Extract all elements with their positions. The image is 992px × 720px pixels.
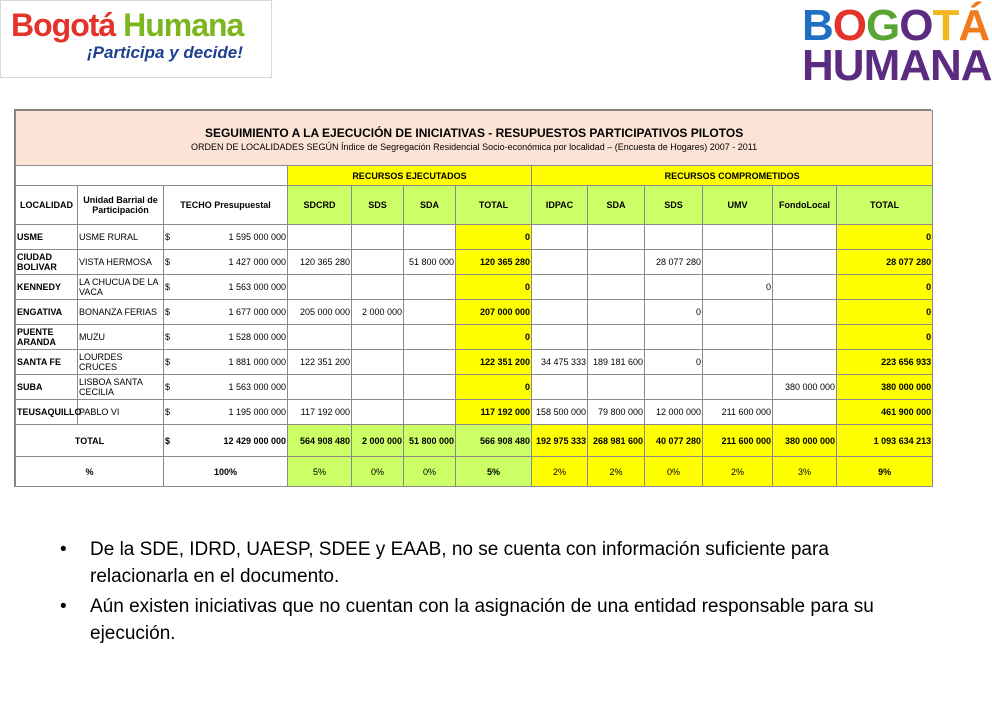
execution-tracking-table <box>14 109 931 487</box>
techo-value <box>165 307 286 317</box>
value-cell-idpac <box>532 325 588 350</box>
localidad-cell: SUBA <box>16 375 78 400</box>
column-header: Unidad Barrial de Participación <box>78 186 164 225</box>
barrio-cell: LOURDES CRUCES <box>78 350 164 375</box>
total-cell-sdcrd: 564 908 480 <box>288 425 352 457</box>
techo-cell <box>164 275 288 300</box>
value-cell-idpac <box>532 375 588 400</box>
group-header-comprometidos: RECURSOS COMPROMETIDOS <box>532 166 933 186</box>
value-cell-total_c: 0 <box>837 325 933 350</box>
value-cell-total_e: 0 <box>456 275 532 300</box>
currency-symbol: $ <box>165 382 171 392</box>
column-header: SDA <box>404 186 456 225</box>
value-cell-total_c: 28 077 280 <box>837 250 933 275</box>
value-cell-sda_c: 79 800 000 <box>588 400 645 425</box>
currency-symbol: $ <box>165 407 171 417</box>
barrio-cell: BONANZA FERIAS <box>78 300 164 325</box>
localidad-cell: CIUDAD BOLIVAR <box>16 250 78 275</box>
techo-cell <box>164 225 288 250</box>
value-cell-sdcrd: 120 365 280 <box>288 250 352 275</box>
value-cell-sda <box>404 375 456 400</box>
currency-symbol: $ <box>165 357 171 367</box>
group-spacer <box>16 166 288 186</box>
value-cell-sds_c: 0 <box>645 300 703 325</box>
table-row <box>16 275 933 300</box>
techo-amount: 1 563 000 000 <box>228 382 286 392</box>
value-cell-sda_c <box>588 375 645 400</box>
data-table <box>15 110 933 487</box>
localidad-cell: USME <box>16 225 78 250</box>
percent-cell-umv: 2% <box>703 457 773 487</box>
value-cell-sds_c: 12 000 000 <box>645 400 703 425</box>
value-cell-total_e: 117 192 000 <box>456 400 532 425</box>
logo-left-line1: Bogotá Humana <box>11 7 244 43</box>
total-cell-total_c: 1 093 634 213 <box>837 425 933 457</box>
barrio-cell: VISTA HERMOSA <box>78 250 164 275</box>
value-cell-umv <box>703 250 773 275</box>
currency-symbol: $ <box>165 257 171 267</box>
value-cell-idpac <box>532 250 588 275</box>
percent-cell-idpac: 2% <box>532 457 588 487</box>
percent-cell-sds: 0% <box>352 457 404 487</box>
techo-value <box>165 436 286 446</box>
techo-value <box>165 407 286 417</box>
currency-symbol: $ <box>165 307 171 317</box>
value-cell-fondo <box>773 300 837 325</box>
value-cell-sds <box>352 400 404 425</box>
bullet-icon: • <box>60 596 67 617</box>
value-cell-sda: 51 800 000 <box>404 250 456 275</box>
localidad-cell: TEUSAQUILLO <box>16 400 78 425</box>
localidad-cell: KENNEDY <box>16 275 78 300</box>
table-row <box>16 375 933 400</box>
logo-right-line1: BOGOTÁ <box>802 1 990 50</box>
value-cell-sdcrd: 205 000 000 <box>288 300 352 325</box>
percent-cell-sda_c: 2% <box>588 457 645 487</box>
value-cell-total_c: 223 656 933 <box>837 350 933 375</box>
value-cell-sds <box>352 250 404 275</box>
value-cell-sdcrd <box>288 325 352 350</box>
percent-cell-sdcrd: 5% <box>288 457 352 487</box>
value-cell-umv <box>703 375 773 400</box>
value-cell-fondo <box>773 275 837 300</box>
value-cell-umv <box>703 325 773 350</box>
value-cell-sds_c <box>645 375 703 400</box>
total-row <box>16 425 933 457</box>
value-cell-sds_c <box>645 325 703 350</box>
techo-amount: 1 427 000 000 <box>228 257 286 267</box>
value-cell-total_e: 207 000 000 <box>456 300 532 325</box>
note-item <box>58 593 898 647</box>
value-cell-sda <box>404 400 456 425</box>
barrio-cell: PABLO VI <box>78 400 164 425</box>
value-cell-idpac: 34 475 333 <box>532 350 588 375</box>
value-cell-sda <box>404 350 456 375</box>
notes-list <box>58 536 898 650</box>
table-row <box>16 225 933 250</box>
total-cell-sda_c: 268 981 600 <box>588 425 645 457</box>
techo-amount: 1 677 000 000 <box>228 307 286 317</box>
techo-cell <box>164 325 288 350</box>
percent-cell-sda: 0% <box>404 457 456 487</box>
note-text: Aún existen iniciativas que no cuentan con la asignación de una entidad responsable para su ejecución. <box>90 596 874 644</box>
value-cell-sds_c <box>645 225 703 250</box>
value-cell-sds <box>352 275 404 300</box>
currency-symbol: $ <box>165 435 171 446</box>
techo-value <box>165 257 286 267</box>
techo-value <box>165 382 286 392</box>
value-cell-sds_c: 0 <box>645 350 703 375</box>
percent-cell-fondo: 3% <box>773 457 837 487</box>
localidad-cell: SANTA FE <box>16 350 78 375</box>
value-cell-sda_c <box>588 275 645 300</box>
value-cell-sdcrd: 122 351 200 <box>288 350 352 375</box>
total-label: TOTAL <box>16 425 164 457</box>
value-cell-sda_c: 189 181 600 <box>588 350 645 375</box>
value-cell-sda_c <box>588 325 645 350</box>
value-cell-fondo <box>773 325 837 350</box>
value-cell-fondo: 380 000 000 <box>773 375 837 400</box>
value-cell-total_e: 122 351 200 <box>456 350 532 375</box>
value-cell-sdcrd <box>288 275 352 300</box>
techo-cell <box>164 350 288 375</box>
table-row <box>16 350 933 375</box>
value-cell-idpac: 158 500 000 <box>532 400 588 425</box>
total-cell-sds: 2 000 000 <box>352 425 404 457</box>
value-cell-sda_c <box>588 250 645 275</box>
table-body <box>16 225 933 425</box>
value-cell-total_e: 120 365 280 <box>456 250 532 275</box>
total-cell-total_e: 566 908 480 <box>456 425 532 457</box>
value-cell-fondo <box>773 350 837 375</box>
column-header: UMV <box>703 186 773 225</box>
techo-amount: 1 881 000 000 <box>228 357 286 367</box>
logo-left-tagline: ¡Participa y decide! <box>87 43 243 62</box>
column-header: TECHO Presupuestal <box>164 186 288 225</box>
value-cell-sdcrd: 117 192 000 <box>288 400 352 425</box>
value-cell-total_c: 380 000 000 <box>837 375 933 400</box>
value-cell-idpac <box>532 275 588 300</box>
currency-symbol: $ <box>165 332 171 342</box>
barrio-cell: LA CHUCUA DE LA VACA <box>78 275 164 300</box>
techo-cell <box>164 425 288 457</box>
value-cell-sda <box>404 275 456 300</box>
localidad-cell: PUENTE ARANDA <box>16 325 78 350</box>
column-header: TOTAL <box>456 186 532 225</box>
table-row <box>16 400 933 425</box>
value-cell-umv <box>703 350 773 375</box>
currency-symbol: $ <box>165 232 171 242</box>
column-header-row <box>16 186 933 225</box>
column-header: FondoLocal <box>773 186 837 225</box>
techo-value <box>165 282 286 292</box>
value-cell-sda <box>404 225 456 250</box>
value-cell-sdcrd <box>288 375 352 400</box>
techo-amount: 1 195 000 000 <box>228 407 286 417</box>
value-cell-umv: 211 600 000 <box>703 400 773 425</box>
table-title-cell <box>16 111 933 166</box>
value-cell-sds <box>352 350 404 375</box>
value-cell-sds_c <box>645 275 703 300</box>
value-cell-total_c: 461 900 000 <box>837 400 933 425</box>
total-cell-fondo: 380 000 000 <box>773 425 837 457</box>
value-cell-sda_c <box>588 300 645 325</box>
localidad-cell: ENGATIVA <box>16 300 78 325</box>
logo-right-line2: HUMANA <box>802 41 992 90</box>
techo-cell <box>164 250 288 275</box>
techo-amount: 1 563 000 000 <box>228 282 286 292</box>
column-header: LOCALIDAD <box>16 186 78 225</box>
currency-symbol: $ <box>165 282 171 292</box>
total-cell-umv: 211 600 000 <box>703 425 773 457</box>
barrio-cell: USME RURAL <box>78 225 164 250</box>
value-cell-idpac <box>532 300 588 325</box>
percent-cell-total_e: 5% <box>456 457 532 487</box>
value-cell-fondo <box>773 225 837 250</box>
techo-amount: 1 595 000 000 <box>228 232 286 242</box>
value-cell-total_c: 0 <box>837 300 933 325</box>
value-cell-total_c: 0 <box>837 275 933 300</box>
total-cell-sda: 51 800 000 <box>404 425 456 457</box>
techo-cell <box>164 300 288 325</box>
column-header: TOTAL <box>837 186 933 225</box>
value-cell-sda <box>404 300 456 325</box>
bogota-humana-logo-right <box>802 1 992 90</box>
techo-value <box>165 332 286 342</box>
value-cell-sds <box>352 225 404 250</box>
value-cell-umv <box>703 300 773 325</box>
column-header: SDA <box>588 186 645 225</box>
value-cell-total_c: 0 <box>837 225 933 250</box>
value-cell-total_e: 0 <box>456 225 532 250</box>
column-header: SDS <box>352 186 404 225</box>
value-cell-sds <box>352 375 404 400</box>
bullet-icon: • <box>60 539 67 560</box>
value-cell-sdcrd <box>288 225 352 250</box>
value-cell-fondo <box>773 250 837 275</box>
total-cell-idpac: 192 975 333 <box>532 425 588 457</box>
value-cell-total_e: 0 <box>456 375 532 400</box>
value-cell-umv: 0 <box>703 275 773 300</box>
percent-row <box>16 457 933 487</box>
bogota-humana-logo-left <box>0 0 272 78</box>
total-cell-sds_c: 40 077 280 <box>645 425 703 457</box>
value-cell-sds <box>352 325 404 350</box>
techo-amount: 1 528 000 000 <box>228 332 286 342</box>
percent-cell-total_c: 9% <box>837 457 933 487</box>
techo-value <box>165 357 286 367</box>
percent-label: % <box>16 457 164 487</box>
value-cell-fondo <box>773 400 837 425</box>
value-cell-sds_c: 28 077 280 <box>645 250 703 275</box>
value-cell-sda <box>404 325 456 350</box>
table-row <box>16 300 933 325</box>
techo-value <box>165 232 286 242</box>
techo-cell <box>164 375 288 400</box>
column-header: SDCRD <box>288 186 352 225</box>
table-title: SEGUIMIENTO A LA EJECUCIÓN DE INICIATIVAS - RESUPUESTOS PARTICIPATIVOS PILOTOS <box>204 126 744 140</box>
value-cell-umv <box>703 225 773 250</box>
table-row <box>16 325 933 350</box>
value-cell-total_e: 0 <box>456 325 532 350</box>
table-row <box>16 250 933 275</box>
note-text: De la SDE, IDRD, UAESP, SDEE y EAAB, no se cuenta con información suficiente para relacionarla en el documento. <box>90 539 829 587</box>
value-cell-sda_c <box>588 225 645 250</box>
percent-cell-sds_c: 0% <box>645 457 703 487</box>
barrio-cell: MUZU <box>78 325 164 350</box>
barrio-cell: LISBOA SANTA CECILIA <box>78 375 164 400</box>
techo-cell <box>164 400 288 425</box>
percent-techo: 100% <box>164 457 288 487</box>
techo-amount: 12 429 000 000 <box>223 435 286 446</box>
note-item <box>58 536 898 590</box>
group-header-ejecutados: RECURSOS EJECUTADOS <box>288 166 532 186</box>
column-header: IDPAC <box>532 186 588 225</box>
value-cell-sds: 2 000 000 <box>352 300 404 325</box>
column-header: SDS <box>645 186 703 225</box>
table-subtitle: ORDEN DE LOCALIDADES SEGÚN Índice de Segregación Residencial Socio-económica por localidad – (Encuesta de Hogares) 2007 - 2011 <box>191 142 758 152</box>
value-cell-idpac <box>532 225 588 250</box>
